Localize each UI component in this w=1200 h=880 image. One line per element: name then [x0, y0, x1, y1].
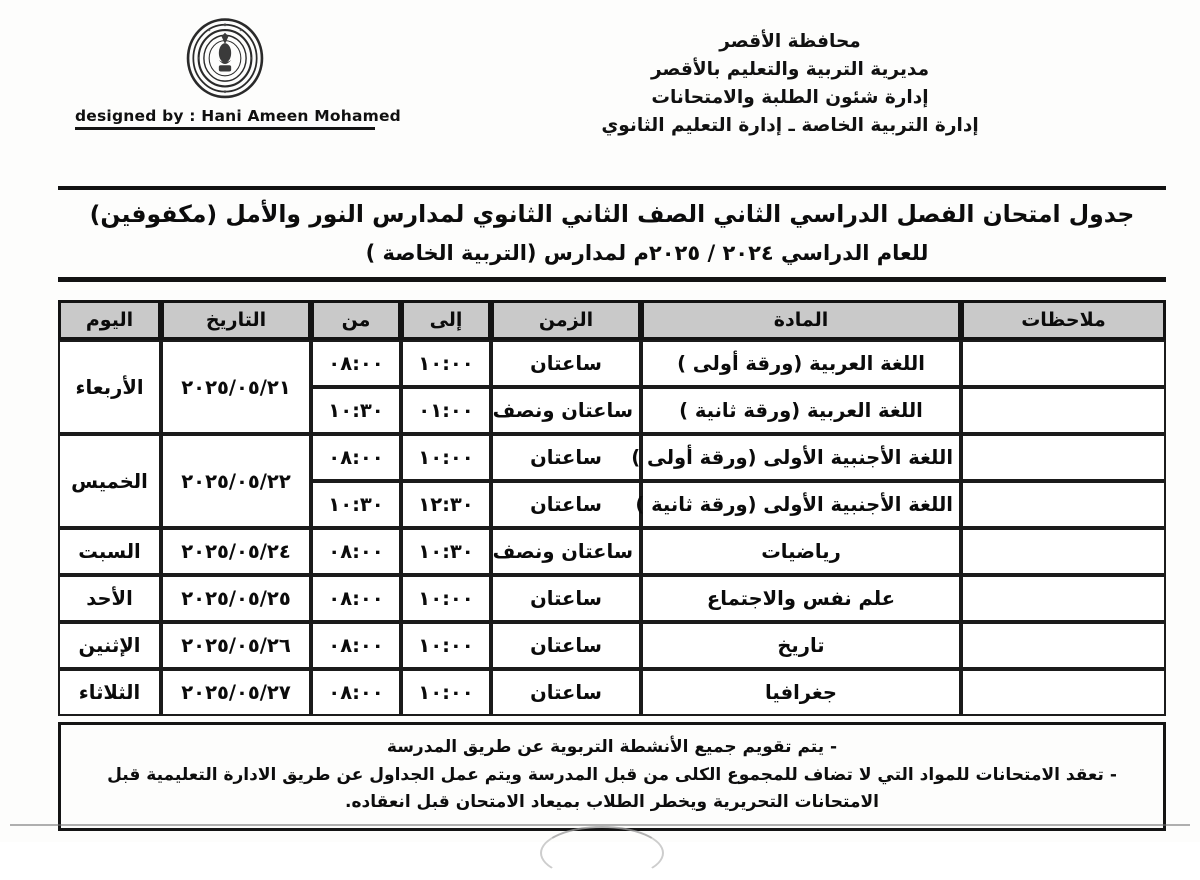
cell-subject: تاريخ: [641, 622, 961, 669]
org-line-department: إدارة شئون الطلبة والامتحانات: [651, 87, 929, 109]
cell-from: ٠٨:٠٠: [311, 575, 401, 622]
document-header: [0, 0, 1200, 175]
cell-duration: ساعتان: [491, 481, 641, 528]
cell-from: ١٠:٣٠: [311, 481, 401, 528]
table-row: [58, 575, 1166, 622]
cell-from: ٠٨:٠٠: [311, 528, 401, 575]
cell-to: ١٠:٠٠: [401, 340, 491, 387]
table-row: [58, 340, 1166, 387]
table-row: [58, 434, 1166, 481]
table-row: [58, 528, 1166, 575]
column-header-date: التاريخ: [161, 300, 311, 340]
cell-from: ٠٨:٠٠: [311, 622, 401, 669]
cell-to: ١٠:٠٠: [401, 622, 491, 669]
cell-notes: [961, 387, 1166, 434]
cell-notes: [961, 481, 1166, 528]
column-header-from: من: [311, 300, 401, 340]
cell-from: ٠٨:٠٠: [311, 669, 401, 716]
column-header-notes: ملاحظات: [961, 300, 1166, 340]
org-line-directorate: مديرية التربية والتعليم بالأقصر: [650, 59, 930, 81]
cell-notes: [961, 575, 1166, 622]
cell-to: ٠١:٠٠: [401, 387, 491, 434]
organization-heading: [530, 28, 1050, 140]
title-line-1: جدول امتحان الفصل الدراسي الثاني الصف الثاني الثانوي لمدارس النور والأمل (مكفوفين): [89, 200, 1135, 228]
title-line-2: للعام الدراسي ٢٠٢٤ / ٢٠٢٥م لمدارس (التربية الخاصة ): [365, 240, 929, 265]
cell-day: الأربعاء: [58, 340, 161, 434]
column-header-to: إلى: [401, 300, 491, 340]
cell-to: ١٠:٠٠: [401, 434, 491, 481]
cell-duration: ساعتان: [491, 434, 641, 481]
cell-notes: [961, 528, 1166, 575]
org-line-subdepartment: إدارة التربية الخاصة ـ إدارة التعليم الثانوي: [601, 115, 979, 137]
designer-underline: [75, 127, 375, 130]
column-header-duration: الزمن: [491, 300, 641, 340]
cell-subject: رياضيات: [641, 528, 961, 575]
cell-day: الخميس: [58, 434, 161, 528]
table-row: [58, 669, 1166, 716]
cell-duration: ساعتان ونصف: [491, 387, 641, 434]
cell-subject: جغرافيا: [641, 669, 961, 716]
cell-day: السبت: [58, 528, 161, 575]
cell-to: ١٠:٠٠: [401, 575, 491, 622]
cell-from: ١٠:٣٠: [311, 387, 401, 434]
cell-to: ١٠:٣٠: [401, 528, 491, 575]
cell-duration: ساعتان ونصف: [491, 528, 641, 575]
footer-note-2: - تعقد الامتحانات للمواد التي لا تضاف للمجموع الكلى من قبل المدرسة ويتم عمل الجداول عن طريق الادارة التعليمية قبل الامتحانات التحريرية ويخطر الطلاب بميعاد الامتحان قبل انعقاده.: [107, 764, 1117, 813]
cell-notes: [961, 340, 1166, 387]
eagle-emblem-icon: [181, 14, 269, 106]
table-header-row: [58, 300, 1166, 340]
cell-from: ٠٨:٠٠: [311, 340, 401, 387]
cell-subject: اللغة العربية (ورقة ثانية ): [641, 387, 961, 434]
cell-date: ٢٠٢٥/٠٥/٢٧: [161, 669, 311, 716]
cell-subject: اللغة العربية (ورقة أولى ): [641, 340, 961, 387]
cell-duration: ساعتان: [491, 340, 641, 387]
cell-subject: اللغة الأجنبية الأولى (ورقة أولى ): [641, 434, 961, 481]
schedule-table-wrapper: [58, 300, 1166, 716]
cell-subject: علم نفس والاجتماع: [641, 575, 961, 622]
cell-date: ٢٠٢٥/٠٥/٢٦: [161, 622, 311, 669]
page-title: [58, 186, 1166, 282]
table-body: [58, 340, 1166, 716]
footer-note-1: - يتم تقويم جميع الأنشطة التربوية عن طريق المدرسة: [386, 737, 838, 757]
cell-notes: [961, 669, 1166, 716]
cell-subject: اللغة الأجنبية الأولى (ورقة ثانية ): [641, 481, 961, 528]
footer-notes: [58, 722, 1166, 831]
cell-duration: ساعتان: [491, 575, 641, 622]
cell-date: ٢٠٢٥/٠٥/٢٤: [161, 528, 311, 575]
cell-date: ٢٠٢٥/٠٥/٢١: [161, 340, 311, 434]
cell-date: ٢٠٢٥/٠٥/٢٥: [161, 575, 311, 622]
column-header-subject: المادة: [641, 300, 961, 340]
exam-schedule-table: [58, 300, 1166, 716]
cell-to: ١٠:٠٠: [401, 669, 491, 716]
emblem-block: [75, 14, 401, 130]
designer-credit: designed by : Hani Ameen Mohamed: [75, 107, 401, 125]
cell-date: ٢٠٢٥/٠٥/٢٢: [161, 434, 311, 528]
cell-day: الإثنين: [58, 622, 161, 669]
cell-duration: ساعتان: [491, 669, 641, 716]
table-row: [58, 622, 1166, 669]
cell-to: ١٢:٣٠: [401, 481, 491, 528]
column-header-day: اليوم: [58, 300, 161, 340]
org-line-governorate: محافظة الأقصر: [719, 31, 861, 52]
cell-notes: [961, 622, 1166, 669]
cell-from: ٠٨:٠٠: [311, 434, 401, 481]
cell-duration: ساعتان: [491, 622, 641, 669]
cell-day: الأحد: [58, 575, 161, 622]
cell-notes: [961, 434, 1166, 481]
stamp-arc: [540, 826, 664, 880]
cell-day: الثلاثاء: [58, 669, 161, 716]
table-header: [58, 300, 1166, 340]
